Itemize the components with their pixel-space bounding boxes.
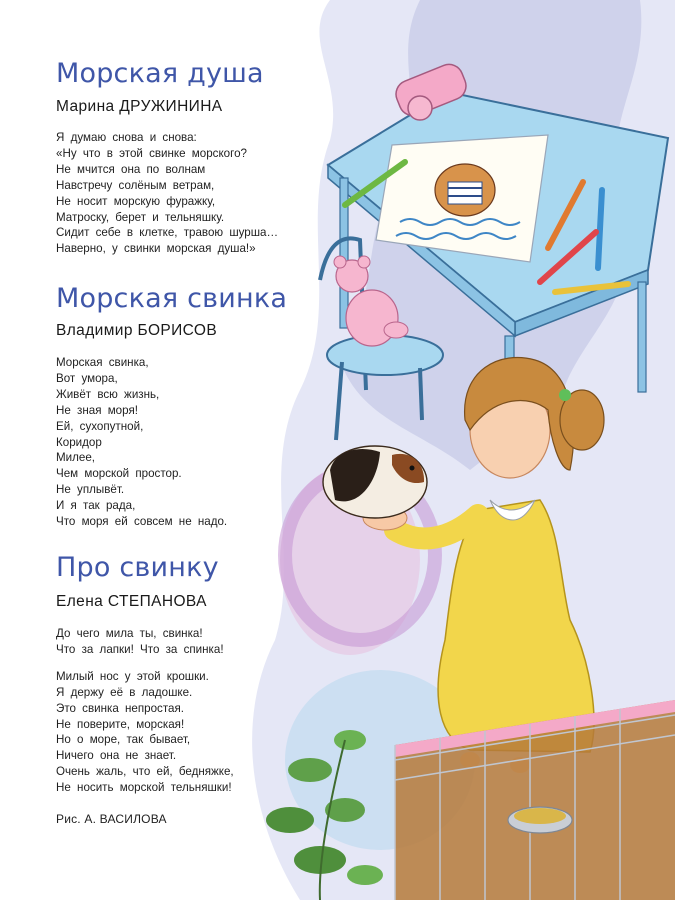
poem-line: Не мчится она по волнам [56,162,206,176]
poem-line: И я так рада, [56,499,136,513]
poem-title: Про свинку [56,552,219,583]
poem-line: Чем морской простор. [56,467,182,481]
poem-line: Что моря ей совсем не надо. [56,515,228,529]
poem-title: Морская свинка [56,283,288,314]
poem-line: Не зная моря! [56,403,138,417]
poem-line: Вот умора, [56,371,118,385]
poem-line: Я думаю снова и снова: [56,131,197,144]
poem-author: Марина ДРУЖИНИНА [56,98,223,115]
poem-line: До чего мила ты, свинка! [56,627,203,640]
poem-line: Не поверите, морская! [56,717,185,731]
poem-line: Ей, сухопутной, [56,419,144,433]
poem-line: Морская свинка, [56,356,149,369]
poem-line: «Ну что в этой свинке морского? [56,146,247,160]
poem-line: Ничего она не знает. [56,749,177,763]
poem-line: Это свинка непростая. [56,701,184,715]
poem-line: Сидит себе в клетке, травою шурша… [56,226,279,240]
poem-line: Милый нос у этой крошки. [56,669,209,683]
poem-line: Не носить морской тельняшки! [56,781,232,795]
stanza-gap [56,658,234,669]
poem-line: Очень жаль, что ей, бедняжке, [56,765,234,779]
poem-text [56,130,278,257]
poem-author: Владимир БОРИСОВ [56,322,218,339]
drawing-paper [376,135,548,262]
poem-text [56,355,227,530]
illustrator-credit: Рис. А. ВАСИЛОВА [56,812,167,826]
poem-author: Елена СТЕПАНОВА [56,593,207,610]
poem-line: Но о море, так бывает, [56,733,191,747]
poem-line: Милее, [56,451,96,465]
poem-line: Я держу её в ладошке. [56,685,193,699]
poem-line: Матроску, берет и тельняшку. [56,210,225,224]
poem-line: Что за лапки! Что за спинка! [56,642,224,656]
poem-line: Не уплывёт. [56,483,125,497]
poem-line: Живёт всю жизнь, [56,387,160,401]
guinea-pig [323,446,427,518]
poem-line: Наверно, у свинки морская душа!» [56,242,256,256]
poem-line: Не носит морскую фуражку, [56,194,216,208]
poem-line: Навстречу солёным ветрам, [56,178,215,192]
poem-text [56,626,234,796]
poem-line: Коридор [56,435,102,449]
poem-title: Морская душа [56,58,264,89]
